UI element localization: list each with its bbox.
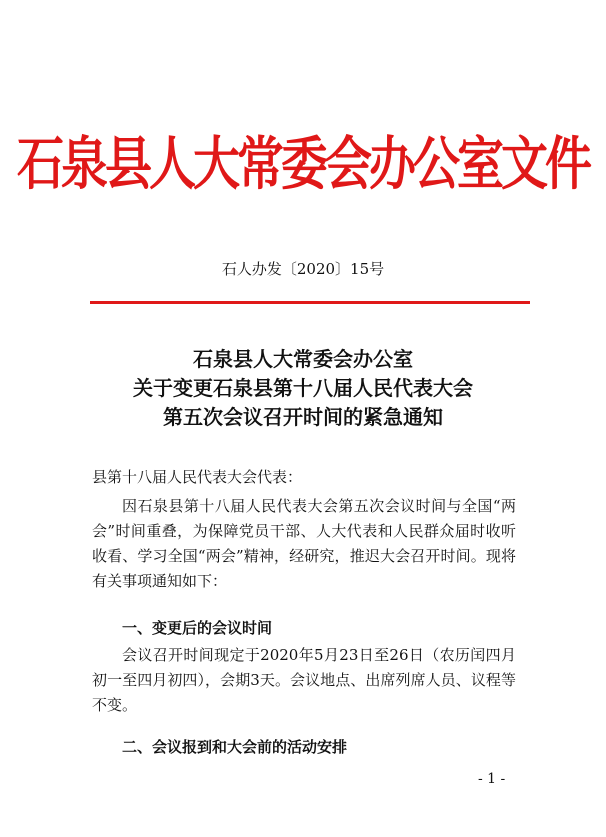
title-line-1: 石泉县人大常委会办公室 [193, 347, 413, 371]
red-divider-line [90, 301, 530, 304]
title-line-2: 关于变更石泉县第十八届人民代表大会 [133, 376, 473, 400]
paragraph-1: 因石泉县第十八届人民代表大会第五次会议时间与全国“两会”时间重叠，为保障党员干部、人大代表和人民群众届时收听收看、学习全国“两会”精神，经研究，推迟大会召开时间。现将有关事项通知如下： [92, 497, 516, 590]
red-masthead: 石泉县人大常委会办公室文件 [17, 131, 589, 199]
document-number: 石人办发〔2020〕15号 [221, 260, 385, 278]
page-number: - 1 - [478, 771, 506, 787]
title-line-3: 第五次会议召开时间的紧急通知 [163, 405, 443, 429]
salutation: 县第十八届人民代表大会代表： [92, 468, 303, 486]
section-heading-1: 一、变更后的会议时间 [122, 619, 273, 637]
notice-title [0, 345, 606, 432]
section-heading-2: 二、会议报到和大会前的活动安排 [122, 738, 348, 756]
paragraph-2: 会议召开时间现定于2020年5月23日至26日（农历闰四月初一至四月初四），会期3天。会议地点、出席列席人员、议程等不变。 [92, 646, 516, 714]
